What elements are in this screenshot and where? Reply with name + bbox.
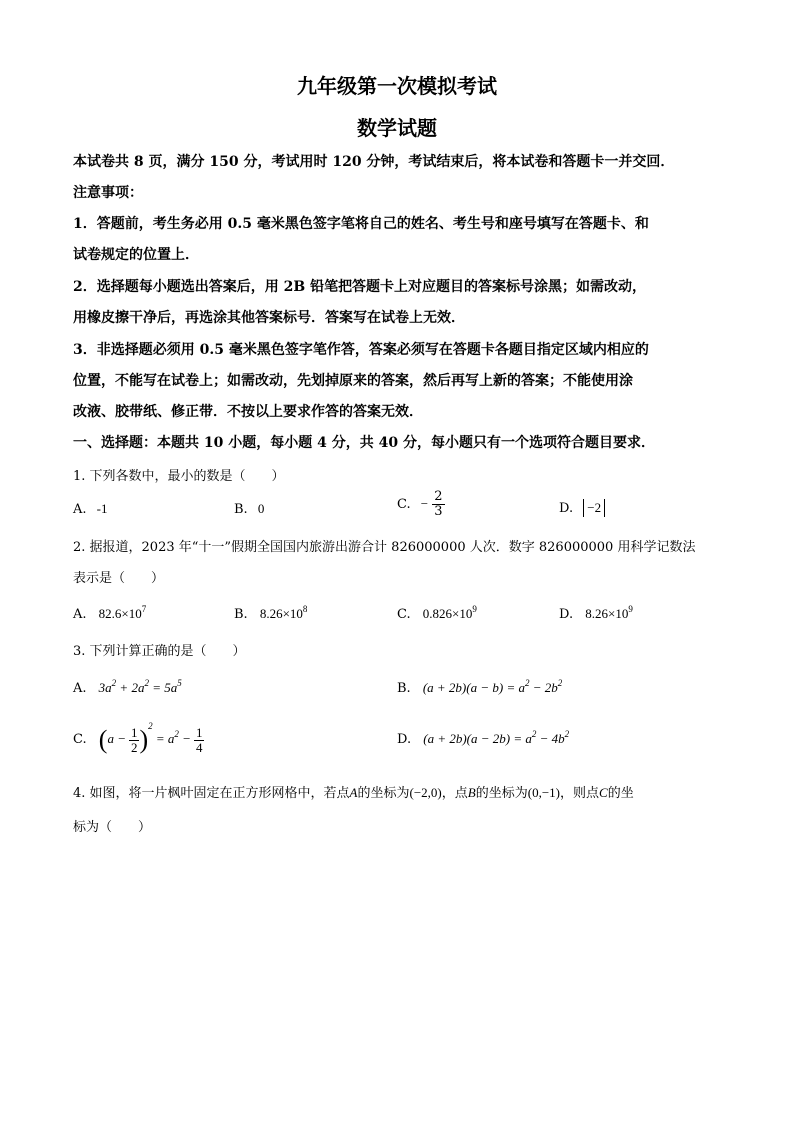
q2-option-a xyxy=(73,604,146,622)
q4-text-5: ，则点 xyxy=(560,786,600,801)
q1-option-c-numerator: 2 xyxy=(434,489,443,504)
notes-title: 注意事项： xyxy=(73,185,143,201)
question-4-stem-line-2: 标为（ ） xyxy=(73,820,152,835)
note-2-line-1: 2．选择题每小题选出答案后，用 2B 铅笔把答题卡上对应题目的答案标号涂黑；如需改动， xyxy=(73,279,647,295)
q3-option-b xyxy=(397,678,562,696)
q1-option-d xyxy=(559,499,605,517)
q1-option-c xyxy=(397,490,445,519)
exam-intro: 本试卷共 8 页，满分 150 分，考试用时 120 分钟，考试结束后，将本试卷和答题卡一并交回． xyxy=(73,154,675,170)
q2-option-c-mantissa: 0.826×10 xyxy=(422,606,473,621)
q1-option-a-label: A. xyxy=(73,502,87,517)
note-1-line-1: 1．答题前，考生务必用 0.5 毫米黑色签字笔将自己的姓名、考生号和座号填写在答题卡、和 xyxy=(73,216,649,232)
q1-option-c-sign: − xyxy=(420,496,429,511)
note-3-line-3: 改液、胶带纸、修正带．不按以上要求作答的答案无效． xyxy=(73,404,423,420)
question-4-stem-line-1 xyxy=(73,782,634,801)
q4-text-3: ，点 xyxy=(441,786,468,801)
note-3-line-1: 3．非选择题必须用 0.5 毫米黑色签字笔作答，答案必须写在答题卡各题目指定区域内相应的 xyxy=(73,342,649,358)
q1-option-d-label: D. xyxy=(559,501,574,516)
q1-option-d-value: −2 xyxy=(583,499,605,517)
q1-option-b-label: B. xyxy=(234,502,248,517)
q4-text-4: 的坐标为 xyxy=(475,786,528,801)
q2-option-d-mantissa: 8.26×10 xyxy=(585,606,629,621)
q4-point-a: A xyxy=(349,785,358,800)
section-1-heading: 一、选择题：本题共 10 小题，每小题 4 分，共 40 分，每小题只有一个选项符合题目要求． xyxy=(73,435,655,451)
exam-title: 九年级第一次模拟考试 xyxy=(297,74,497,98)
question-2-stem-line-1: 2. 据报道，2023 年“十一”假期全国国内旅游出游合计 826000000 人次．数字 826000000 用科学记数法 xyxy=(73,540,696,555)
q2-option-b xyxy=(234,604,307,622)
note-2-line-2: 用橡皮擦干净后，再选涂其他答案标号．答案写在试卷上无效． xyxy=(73,310,465,326)
q3-option-b-label: B. xyxy=(397,681,411,696)
q3-option-a-label: A. xyxy=(73,681,87,696)
q2-option-d-exponent: 9 xyxy=(628,604,633,614)
q3-option-c-label: C. xyxy=(73,732,87,747)
q2-option-c xyxy=(397,604,477,622)
q3-option-c-expression: (a − $\frac{1}{2}$ )$^2 = a^2$ − $\frac{1}{4}$ xyxy=(98,721,203,755)
note-3-line-2: 位置，不能写在试卷上；如需改动，先划掉原来的答案，然后再写上新的答案；不能使用涂 xyxy=(73,373,633,389)
q4-coord-b: (0,−1) xyxy=(527,785,560,800)
question-2-stem-line-2: 表示是（ ） xyxy=(73,571,165,586)
exam-subtitle: 数学试题 xyxy=(357,116,437,140)
question-3-stem: 3. 下列计算正确的是（ ） xyxy=(73,644,246,659)
q1-option-a xyxy=(73,501,108,517)
q1-option-b xyxy=(234,501,264,517)
q2-option-c-exponent: 9 xyxy=(472,604,477,614)
q1-option-c-fraction xyxy=(432,490,444,519)
q1-option-a-value: -1 xyxy=(96,501,108,516)
q3-option-b-expression: $(a + 2b)(a - b) = a^2 - 2b^2$ xyxy=(422,678,563,695)
q2-option-d-label: D. xyxy=(559,607,574,622)
q2-option-b-exponent: 8 xyxy=(302,604,308,614)
q3-option-a-expression: $3a^2 + 2a^2 = 5a^5$ xyxy=(98,678,182,695)
q3-option-d-label: D. xyxy=(397,732,412,747)
q3-option-c xyxy=(73,721,204,755)
q1-option-c-denominator: 3 xyxy=(434,504,443,519)
q2-option-c-label: C. xyxy=(397,607,411,622)
q4-point-b: B xyxy=(467,785,476,800)
q4-text-2: 的坐标为 xyxy=(357,786,410,801)
q4-point-c: C xyxy=(599,785,608,800)
q3-option-d-expression: $(a + 2b)(a - 2b) = a^2 - 4b^2$ xyxy=(423,729,570,746)
q2-option-d xyxy=(559,604,633,622)
q1-option-b-value: 0 xyxy=(257,501,265,516)
q2-option-b-mantissa: 8.26×10 xyxy=(259,606,303,621)
note-1-line-2: 试卷规定的位置上． xyxy=(73,247,199,263)
q4-text-6: 的坐 xyxy=(607,786,634,801)
q2-option-a-label: A. xyxy=(73,607,87,622)
q3-option-a xyxy=(73,678,182,696)
q3-option-d xyxy=(397,729,569,747)
q2-option-a-exponent: 7 xyxy=(141,604,147,614)
q4-coord-a: (−2,0) xyxy=(409,785,442,800)
q1-option-c-label: C. xyxy=(397,497,411,512)
q2-option-a-mantissa: 82.6×10 xyxy=(98,606,142,621)
q2-option-b-label: B. xyxy=(234,607,248,622)
q4-text-1: 4. 如图，将一片枫叶固定在正方形网格中，若点 xyxy=(73,786,350,801)
question-1-stem: 1. 下列各数中，最小的数是（ ） xyxy=(73,469,285,484)
